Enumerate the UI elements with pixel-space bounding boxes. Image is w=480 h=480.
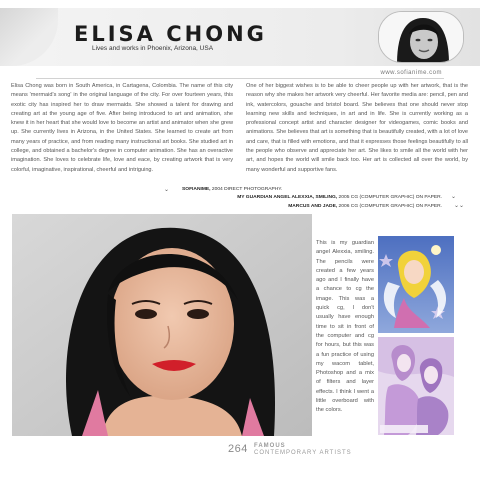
- artwork-description: This is my guardian angel Alexxia, smiling. The pencils were created a few years ago and I finally have a chance to cg the image. This was a quick cg, I don't usually have enough time to sit in front of the computer and cg for hours, but this was a fun practice of using my wacom tablet, Photoshop and a mix of filters and layer effects. I think I went a little overboard with the colors.: [316, 240, 374, 414]
- chevron-down-icon: ⌄: [450, 194, 456, 201]
- caption-guardian-angel-detail: 2005 CG (COMPUTER GRAPHIC) ON PAPER.: [337, 195, 442, 201]
- caption-photo: [158, 186, 458, 194]
- artwork-marcus-and-jade: [378, 337, 454, 435]
- caption-marcus-jade: [158, 202, 464, 211]
- image-captions: [158, 186, 464, 211]
- double-chevron-down-icon: ⌄⌄: [453, 202, 464, 209]
- caption-photo-title: SOFIANIME,: [182, 187, 211, 192]
- book-title-line1: FAMOUS: [254, 443, 286, 449]
- biography-column-left: Elisa Chong was born in South America, in Cartagena, Colombia. The name of this city means 'mermaid's song' in the original language of the city. For over fourteen years, this exotic city has inspired her to draw mermaids. She showed a talent for drawing and creating art at the young age of five. After being introduced to art and animation, she knew it in her heart that she would love to become an artist and animator when she grew up. She currently lives in Arizona, in the United States. She learned to create art from many years of practice, and from reading many instructional art books. She studied art in college, and obtained a bachelor's degree in computer animation. She has an overactive imagination. She loves to celebrate life, love and eace, by creating artwork that is very colorful, imaginative, inspirational, cheerful and intriguing.: [11, 83, 233, 173]
- book-title-line2: CONTEMPORARY ARTISTS: [254, 450, 352, 456]
- artwork-guardian-angel-alexxia: [378, 236, 454, 333]
- page-number: 264: [228, 443, 248, 455]
- caption-guardian-angel: [158, 194, 458, 202]
- artist-portrait-photo: [12, 214, 312, 436]
- artist-name-title: ELISA CHONG: [74, 22, 267, 46]
- header-divider: [36, 78, 444, 79]
- artist-location-subtitle: Lives and works in Phoenix, Arizona, USA: [92, 45, 214, 52]
- biography-column-right: One of her biggest wishes is to be able to cheer people up with her artwork, that is the reason why she makes her artwork very cheerful. Her favorite media are: pencil, pen and ink, watercolors, gouache and bristol board. She believes that one should never stop learning new skills and techniques, in art and in life. She is currently working as a professional concept artist and character designer for videogames, comic books and animations. She believes that art is something that is beautifully created, with a lot of love and care, that is filled with emotions, and that it expresses those feelings beautifully to all the people who observe and appreciate her art. She likes to smile all the world with her art, and hopes the world will smile back too. Her art is collected all over the world, by many wonderful and supportive fans.: [246, 83, 468, 173]
- caption-guardian-angel-title: MY GUARDIAN ANGEL ALEXXIA, SMILING,: [237, 195, 338, 201]
- caption-marcus-jade-detail: 2006 CG (COMPUTER GRAPHIC) ON PAPER.: [337, 203, 442, 209]
- caption-photo-detail: 2004 DIRECT PHOTOGRAPHY.: [210, 187, 283, 192]
- artist-avatar: [378, 11, 464, 63]
- caption-marcus-jade-title: MARCUS AND JADE,: [288, 203, 338, 209]
- website-url: www.sofianime.com: [380, 70, 442, 76]
- chevron-down-icon: ⌄: [164, 187, 170, 193]
